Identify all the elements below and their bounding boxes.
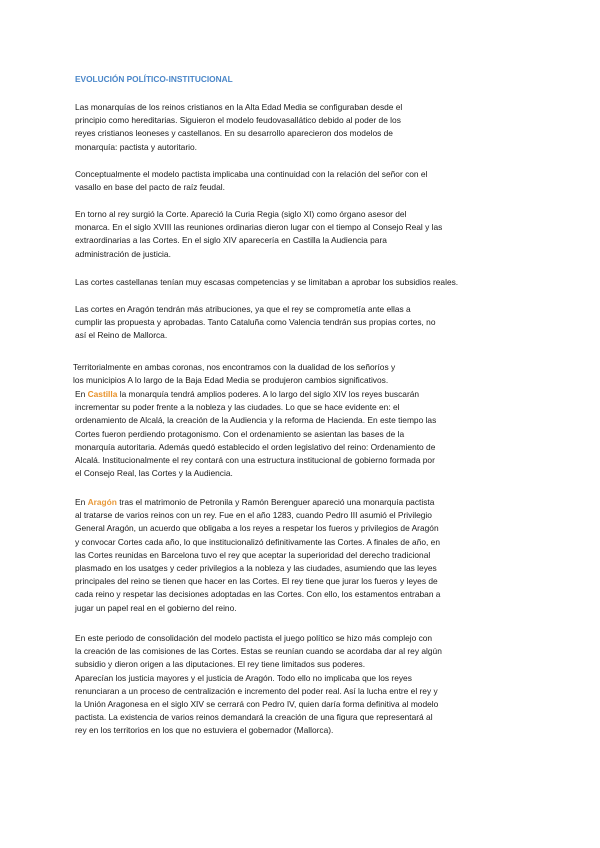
text-line: extraordinarias a las Cortes. En el siglo XIV aparecería en Castilla la Audiencia para bbox=[75, 235, 387, 246]
text-line: General Aragón, un acuerdo que obligaba a los reyes a respetar los fueros y privilegios de Aragón bbox=[75, 523, 439, 534]
text-line: jugar un papel real en el gobierno del reino. bbox=[75, 602, 237, 613]
paragraph-9 bbox=[75, 632, 523, 738]
lead-prefix: En bbox=[75, 497, 88, 507]
paragraph-5 bbox=[75, 303, 523, 343]
text-line: Las cortes en Aragón tendrán más atribuciones, ya que el rey se comprometía ante ellas a bbox=[75, 304, 411, 314]
text-line: ordenamiento de Alcalá, la creación de la Audiencia y la reforma de Hacienda. En este tiempo las bbox=[75, 415, 437, 426]
text-line: cumplir las propuesta y aprobadas. Tanto Cataluña como Valencia tendrán sus propias cortes, no bbox=[75, 317, 436, 328]
paragraph-aragon bbox=[75, 496, 523, 615]
paragraph-1 bbox=[75, 101, 523, 154]
text-line: vasallo en base del pacto de raíz feudal. bbox=[75, 182, 225, 193]
text-line: subsidio y dieron origen a las diputaciones. El rey tiene limitados sus poderes. bbox=[75, 659, 366, 670]
text-line: así el Reino de Mallorca. bbox=[75, 330, 168, 341]
paragraph-4 bbox=[75, 276, 523, 289]
text-line: el Consejo Real, las Cortes y la Audiencia. bbox=[75, 468, 233, 479]
text-line: Cortes fueron perdiendo protagonismo. Con el ordenamiento se asientan las bases de la bbox=[75, 428, 405, 439]
text-line: Territorialmente en ambas coronas, nos encontramos con la dualidad de los señoríos y bbox=[73, 362, 396, 372]
text-line: administración de justicia. bbox=[75, 248, 171, 259]
text-line: las Cortes reunidas en Barcelona tuvo el rey que aceptar la superioridad del derecho tradicional bbox=[75, 549, 431, 560]
paragraph-3 bbox=[75, 208, 523, 261]
document-title: EVOLUCIÓN POLÍTICO-INSTITUCIONAL bbox=[75, 74, 233, 84]
text-line: Alcalá. Institucionalmente el rey contará con una estructura institucional de gobierno formada por bbox=[75, 455, 435, 466]
lead-prefix: En bbox=[75, 389, 88, 399]
text-line: Las cortes castellanas tenían muy escasas competencias y se limitaban a aprobar los subsidios reales. bbox=[75, 277, 459, 287]
text-line: En torno al rey surgió la Corte. Apareció la Curia Regia (siglo XI) como órgano asesor del bbox=[75, 209, 407, 219]
text-line: reyes cristianos leoneses y castellanos. En su desarrollo aparecieron dos modelos de bbox=[75, 128, 393, 139]
text-line: monarquía autoritaria. Además quedó establecido el orden legislativo del reino: Ordenamiento de bbox=[75, 441, 436, 452]
text-line: los municipios A lo largo de la Baja Edad Media se produjeron cambios significativos. bbox=[73, 375, 389, 386]
text-line: En este periodo de consolidación del modelo pactista el juego político se hizo más complejo con bbox=[75, 633, 433, 643]
text-line: la creación de las comisiones de las Cortes. Estas se reunían cuando se acordaba dar al rey algún bbox=[75, 646, 442, 657]
text-line: Las monarquías de los reinos cristianos en la Alta Edad Media se configuraban desde el bbox=[75, 102, 403, 112]
paragraph-2 bbox=[75, 168, 523, 194]
text-line: la Unión Aragonesa en el siglo XIV se cerrará con Pedro IV, quien daría forma definitiva al modelo bbox=[75, 699, 439, 710]
text-line: monarquía: pactista y autoritario. bbox=[75, 141, 197, 152]
text-line: cada reino y respetar las decisiones adoptadas en las Cortes. Con ello, los estamentos entraban a bbox=[75, 589, 441, 600]
text-line: plasmado en los usatges y ceder privilegios a la nobleza y las ciudades, asumiendo que las leyes bbox=[75, 563, 437, 574]
text-line: principales del reino se tienen que hacer en las Cortes. El rey tiene que jurar los fueros y leyes de bbox=[75, 576, 438, 587]
highlight-aragon: Aragón bbox=[87, 497, 117, 507]
paragraph-6 bbox=[73, 361, 521, 387]
text-line bbox=[75, 388, 523, 401]
highlight-castilla: Castilla bbox=[87, 389, 118, 399]
text-line: monarca. En el siglo XVIII las reuniones ordinarias dieron lugar con el tiempo al Consejo Real y las bbox=[75, 222, 443, 233]
lead-suffix: tras el matrimonio de Petronila y Ramón Berenguer apareció una monarquía pactista bbox=[116, 497, 435, 507]
text-line: principio como hereditarias. Siguieron el modelo feudovasallático debido al poder de los bbox=[75, 115, 401, 126]
paragraph-castilla bbox=[75, 388, 523, 480]
text-line: Aparecían los justicia mayores y el justicia de Aragón. Todo ello no implicaba que los reyes bbox=[75, 672, 412, 683]
text-line: pactista. La existencia de varios reinos demandará la creación de una figura que representará al bbox=[75, 712, 433, 723]
text-line: incrementar su poder frente a la nobleza y las ciudades. Lo que se hace evidente en: el bbox=[75, 402, 400, 413]
text-line: renunciaran a un proceso de centralización e incremento del poder real. Así la lucha entre el rey y bbox=[75, 685, 438, 696]
text-line: Conceptualmente el modelo pactista implicaba una continuidad con la relación del señor con el bbox=[75, 169, 428, 179]
text-line bbox=[75, 496, 523, 509]
text-line: y convocar Cortes cada año, lo que institucionalizó definitivamente las Cortes. A finales de año, en bbox=[75, 536, 440, 547]
lead-suffix: la monarquía tendrá amplios poderes. A lo largo del siglo XIV los reyes buscarán bbox=[117, 389, 420, 399]
text-line: rey en los territorios en los que no estuviera el gobernador (Mallorca). bbox=[75, 725, 334, 736]
text-line: al tratarse de varios reinos con un rey. Fue en el año 1283, cuando Pedro III asumió el Privilegio bbox=[75, 510, 432, 521]
